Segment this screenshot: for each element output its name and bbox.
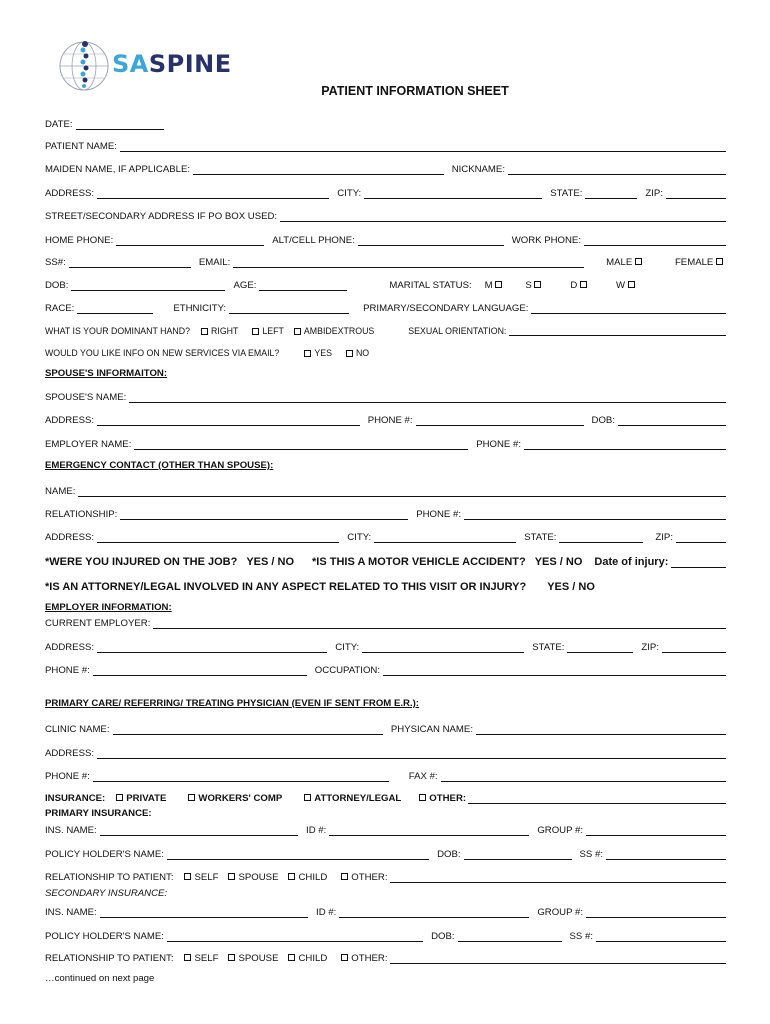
- insurance-attorney-option[interactable]: ATTORNEY/LEGAL: [304, 793, 401, 804]
- checkbox-icon: [228, 954, 235, 961]
- continued-footer: …continued on next page: [45, 973, 155, 984]
- secondary-relationship-row: RELATIONSHIP TO PATIENT: SELF SPOUSE CHILD OTHER:: [45, 950, 726, 964]
- primary-policy-holder-field[interactable]: [167, 850, 429, 860]
- secondary-ins-name-row: INS. NAME: ID #: GROUP #:: [45, 904, 726, 918]
- checkbox-icon: [184, 954, 191, 961]
- street-secondary-field[interactable]: [280, 212, 726, 222]
- secondary-rel-spouse-option[interactable]: SPOUSE: [228, 953, 278, 964]
- secondary-rel-child-option[interactable]: CHILD: [288, 953, 327, 964]
- attorney-question-row: *IS AN ATTORNEY/LEGAL INVOLVED IN ANY ASPECT RELATED TO THIS VISIT OR INJURY? YES / NO: [45, 581, 595, 593]
- primary-policy-ss-field[interactable]: [606, 850, 726, 860]
- female-option[interactable]: FEMALE: [675, 257, 726, 268]
- secondary-rel-self-option[interactable]: SELF: [184, 953, 218, 964]
- state-field[interactable]: [585, 189, 637, 199]
- page-title: PATIENT INFORMATION SHEET: [321, 84, 509, 98]
- checkbox-icon: [252, 328, 259, 335]
- marital-w-option[interactable]: W: [616, 280, 638, 291]
- checkbox-icon: [495, 281, 502, 288]
- secondary-policy-ss-field[interactable]: [596, 932, 726, 942]
- checkbox-icon: [635, 258, 642, 265]
- phones-row: HOME PHONE: ALT/CELL PHONE: WORK PHONE:: [45, 232, 726, 246]
- marital-s-option[interactable]: S: [525, 280, 544, 291]
- emergency-name-row: NAME:: [45, 483, 726, 497]
- ethnicity-field[interactable]: [229, 304, 349, 314]
- emergency-state-field[interactable]: [559, 533, 643, 543]
- hand-right-option[interactable]: RIGHT: [201, 326, 238, 336]
- spouse-address-row: ADDRESS: PHONE #: DOB:: [45, 412, 726, 426]
- primary-ins-name-field[interactable]: [100, 826, 298, 836]
- patient-name-row: PATIENT NAME:: [45, 138, 726, 152]
- primary-ins-group-field[interactable]: [586, 826, 726, 836]
- sexual-orientation-field[interactable]: [509, 326, 726, 336]
- date-field[interactable]: [76, 120, 164, 130]
- spouse-dob-field[interactable]: [618, 416, 726, 426]
- employer-state-field[interactable]: [567, 643, 633, 653]
- checkbox-icon: [201, 328, 208, 335]
- checkbox-icon: [228, 873, 235, 880]
- city-field[interactable]: [364, 189, 542, 199]
- spouse-address-field[interactable]: [97, 416, 360, 426]
- maiden-name-row: MAIDEN NAME, IF APPLICABLE: NICKNAME:: [45, 161, 726, 175]
- physician-phone-field[interactable]: [93, 772, 389, 782]
- primary-relationship-row: RELATIONSHIP TO PATIENT: SELF SPOUSE CHILD OTHER:: [45, 869, 726, 883]
- primary-ins-name-row: INS. NAME: ID #: GROUP #:: [45, 822, 726, 836]
- checkbox-icon: [288, 954, 295, 961]
- insurance-other-option[interactable]: OTHER:: [419, 793, 466, 804]
- spouse-employer-phone-field[interactable]: [524, 440, 726, 450]
- secondary-policy-dob-field[interactable]: [458, 932, 562, 942]
- primary-policy-dob-field[interactable]: [464, 850, 572, 860]
- primary-policy-holder-row: POLICY HOLDER'S NAME: DOB: SS #:: [45, 846, 726, 860]
- checkbox-icon: [580, 281, 587, 288]
- employer-address-field[interactable]: [97, 643, 327, 653]
- marital-d-option[interactable]: D: [570, 280, 590, 291]
- current-employer-field[interactable]: [153, 619, 726, 629]
- date-of-injury-field[interactable]: [671, 556, 726, 568]
- primary-rel-other-option[interactable]: OTHER:: [341, 872, 387, 883]
- home-phone-field[interactable]: [116, 236, 264, 246]
- checkbox-icon: [184, 873, 191, 880]
- ss-field[interactable]: [69, 258, 191, 268]
- emergency-relationship-row: RELATIONSHIP: PHONE #:: [45, 506, 726, 520]
- race-row: RACE: ETHNICITY: PRIMARY/SECONDARY LANGUAGE:: [45, 300, 726, 314]
- spouse-employer-field[interactable]: [134, 440, 468, 450]
- injured-job-answer[interactable]: YES / NO: [246, 556, 295, 568]
- primary-ins-id-field[interactable]: [329, 826, 529, 836]
- secondary-ins-name-field[interactable]: [100, 908, 308, 918]
- emergency-relationship-field[interactable]: [120, 510, 408, 520]
- dominant-hand-row: WHAT IS YOUR DOMINANT HAND? RIGHT LEFT AMBIDEXTROUS SEXUAL ORIENTATION:: [45, 322, 726, 336]
- checkbox-icon: [419, 794, 426, 801]
- primary-rel-spouse-option[interactable]: SPOUSE: [228, 872, 278, 883]
- saspine-logo-text: SASPINE: [112, 50, 232, 78]
- checkbox-icon: [346, 350, 353, 357]
- checkbox-icon: [304, 350, 311, 357]
- physician-fax-field[interactable]: [441, 772, 726, 782]
- emergency-address-row: ADDRESS: CITY: STATE: ZIP:: [45, 529, 726, 543]
- insurance-type-row: INSURANCE: PRIVATE WORKERS' COMP ATTORNEY/LEGAL OTHER:: [45, 790, 726, 804]
- marital-m-option[interactable]: M: [485, 280, 506, 291]
- address-field[interactable]: [97, 189, 329, 199]
- injury-questions-row: *WERE YOU INJURED ON THE JOB? YES / NO *IS THIS A MOTOR VEHICLE ACCIDENT? YES / NO Date of injury:: [45, 552, 726, 568]
- ss-email-row: SS#: EMAIL: MALE FEMALE: [45, 254, 726, 268]
- occupation-field[interactable]: [383, 666, 726, 676]
- emergency-header: EMERGENCY CONTACT (OTHER THAN SPOUSE):: [45, 460, 274, 471]
- services-yes-option[interactable]: YES: [304, 348, 332, 358]
- hand-ambi-option[interactable]: AMBIDEXTROUS: [294, 326, 374, 336]
- spouse-header: SPOUSE'S INFORMAITON:: [45, 368, 168, 379]
- emergency-name-field[interactable]: [78, 487, 726, 497]
- current-employer-row: CURRENT EMPLOYER:: [45, 615, 726, 629]
- secondary-rel-other-field[interactable]: [390, 954, 726, 964]
- checkbox-icon: [294, 328, 301, 335]
- checkbox-icon: [628, 281, 635, 288]
- employer-phone-row: PHONE #: OCCUPATION:: [45, 662, 726, 676]
- insurance-workers-option[interactable]: WORKERS' COMP: [188, 793, 282, 804]
- emergency-zip-field[interactable]: [676, 533, 726, 543]
- dob-field[interactable]: [71, 281, 225, 291]
- primary-insurance-header: PRIMARY INSURANCE:: [45, 808, 152, 819]
- physician-header: PRIMARY CARE/ REFERRING/ TREATING PHYSICIAN (EVEN IF SENT FROM E.R.):: [45, 698, 419, 709]
- checkbox-icon: [341, 873, 348, 880]
- mva-answer[interactable]: YES / NO: [534, 556, 583, 568]
- dob-age-row: DOB: AGE: MARITAL STATUS: M S D W: [45, 277, 726, 291]
- spouse-employer-row: EMPLOYER NAME: PHONE #:: [45, 436, 726, 450]
- language-field[interactable]: [531, 304, 726, 314]
- physician-name-field[interactable]: [476, 725, 726, 735]
- secondary-insurance-header: SECONDARY INSURANCE:: [45, 888, 168, 899]
- street-secondary-row: STREET/SECONDARY ADDRESS IF PO BOX USED:: [45, 208, 726, 222]
- employer-zip-field[interactable]: [662, 643, 726, 653]
- employer-address-row: ADDRESS: CITY: STATE: ZIP:: [45, 639, 726, 653]
- clinic-row: CLINIC NAME: PHYSICAN NAME:: [45, 721, 726, 735]
- spouse-phone-field[interactable]: [416, 416, 584, 426]
- nickname-field[interactable]: [508, 165, 726, 175]
- employer-city-field[interactable]: [362, 643, 524, 653]
- insurance-private-option[interactable]: PRIVATE: [116, 793, 166, 804]
- checkbox-icon: [288, 873, 295, 880]
- primary-rel-self-option[interactable]: SELF: [184, 872, 218, 883]
- race-field[interactable]: [77, 304, 153, 314]
- alt-cell-phone-field[interactable]: [358, 236, 504, 246]
- secondary-policy-holder-field[interactable]: [167, 932, 423, 942]
- emergency-phone-field[interactable]: [464, 510, 726, 520]
- clinic-name-field[interactable]: [113, 725, 383, 735]
- zip-field[interactable]: [666, 189, 726, 199]
- maiden-name-field[interactable]: [193, 165, 444, 175]
- physician-phone-row: PHONE #: FAX #:: [45, 768, 726, 782]
- services-no-option[interactable]: NO: [346, 348, 369, 358]
- date-row: DATE:: [45, 116, 726, 130]
- secondary-rel-other-option[interactable]: OTHER:: [341, 953, 387, 964]
- work-phone-field[interactable]: [584, 236, 726, 246]
- primary-rel-other-field[interactable]: [390, 873, 726, 883]
- secondary-ins-id-field[interactable]: [339, 908, 529, 918]
- hand-left-option[interactable]: LEFT: [252, 326, 284, 336]
- employer-phone-field[interactable]: [93, 666, 307, 676]
- physician-address-row: ADDRESS:: [45, 745, 726, 759]
- checkbox-icon: [188, 794, 195, 801]
- male-option[interactable]: MALE: [606, 257, 645, 268]
- secondary-policy-holder-row: POLICY HOLDER'S NAME: DOB: SS #:: [45, 928, 726, 942]
- patient-name-field[interactable]: [120, 142, 726, 152]
- emergency-address-field[interactable]: [97, 533, 339, 543]
- new-services-row: WOULD YOU LIKE INFO ON NEW SERVICES VIA EMAIL? YES NO: [45, 348, 370, 358]
- insurance-other-field[interactable]: [468, 794, 726, 804]
- primary-rel-child-option[interactable]: CHILD: [288, 872, 327, 883]
- checkbox-icon: [341, 954, 348, 961]
- secondary-ins-group-field[interactable]: [586, 908, 726, 918]
- address-row: ADDRESS: CITY: STATE: ZIP:: [45, 185, 726, 199]
- physician-address-field[interactable]: [97, 749, 726, 759]
- age-field[interactable]: [259, 281, 347, 291]
- checkbox-icon: [304, 794, 311, 801]
- employer-header: EMPLOYER INFORMATION:: [45, 602, 172, 613]
- checkbox-icon: [534, 281, 541, 288]
- checkbox-icon: [716, 258, 723, 265]
- email-field[interactable]: [233, 258, 584, 268]
- spouse-name-field[interactable]: [129, 393, 726, 403]
- spouse-name-row: SPOUSE'S NAME:: [45, 389, 726, 403]
- checkbox-icon: [116, 794, 123, 801]
- attorney-answer[interactable]: YES / NO: [547, 581, 595, 593]
- emergency-city-field[interactable]: [374, 533, 516, 543]
